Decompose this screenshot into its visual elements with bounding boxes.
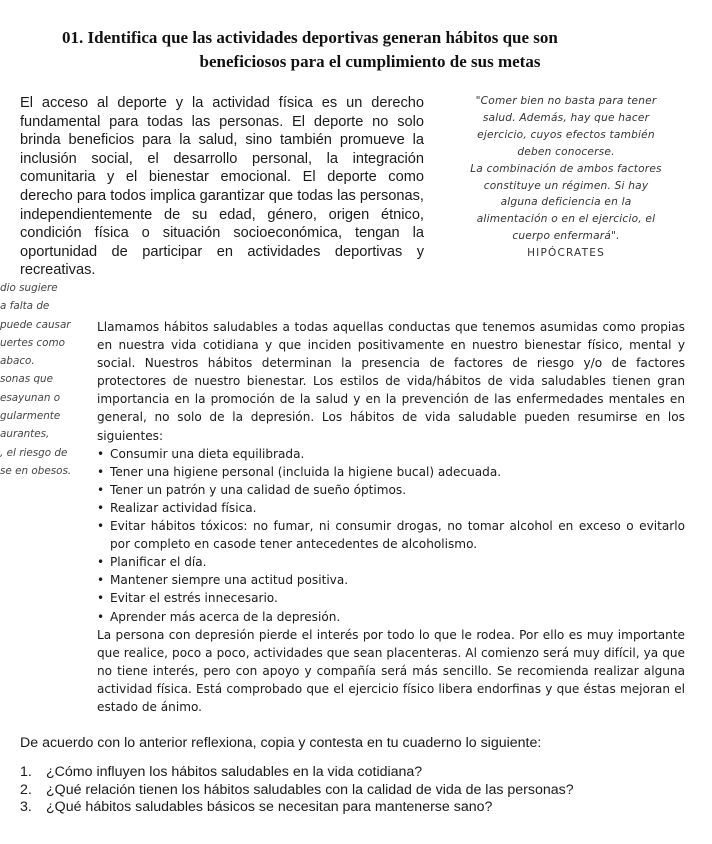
page-title bbox=[62, 26, 662, 74]
list-item: • Consumir una dieta equilibrada. bbox=[97, 445, 685, 463]
list-item: • Planificar el día. bbox=[97, 553, 685, 571]
question-number: 3. bbox=[20, 799, 32, 816]
hippocrates-quote bbox=[432, 93, 700, 262]
question-number: 2. bbox=[20, 781, 32, 798]
side-note-line: aurantes, bbox=[0, 428, 50, 441]
question-item bbox=[20, 799, 574, 817]
instruction-text: De acuerdo con lo anterior reflexiona, copia y contesta en tu cuaderno lo siguiente: bbox=[20, 735, 542, 751]
question-number: 1. bbox=[20, 764, 32, 780]
quote-line: "Comer bien no basta para tener bbox=[475, 95, 657, 107]
question-text: ¿Cómo influyen los hábitos saludables en la vida cotidiana? bbox=[46, 764, 423, 780]
quote-line: La combinación de ambos factores bbox=[470, 162, 662, 175]
question-item bbox=[20, 764, 574, 782]
side-note-line: se en obesos. bbox=[0, 464, 72, 477]
side-note-line: a falta de bbox=[0, 300, 50, 313]
quote-line: ejercicio, cuyos efectos también bbox=[477, 128, 655, 141]
habits-definition-paragraph: Llamamos hábitos saludables a todas aquellas conductas que tenemos asumidas como propias en nuestra vida cotidiana y que inciden positivamente en nuestro bienestar físico, mental y social. Nuestros hábitos determinan la presencia de factores de riesgo y/o de factores protectores de nuestro bienestar. Los estilos de vida/hábitos de vida saludables tienen gran importancia en la promoción de la salud y en la prevención de las enfermedades mentales en general, no solo de la depresión. Los hábitos de vida saludable pueden resumirse en los siguientes: bbox=[97, 320, 685, 443]
question-item bbox=[20, 782, 574, 800]
title-line-2: beneficiosos para el cumplimiento de sus metas bbox=[199, 52, 541, 71]
list-item: • Realizar actividad física. bbox=[97, 499, 685, 517]
list-item: • Evitar el estrés innecesario. bbox=[97, 589, 685, 607]
quote-line: alimentación o en el ejercicio, el bbox=[476, 213, 656, 226]
quote-author: HIPÓCRATES bbox=[527, 247, 605, 260]
list-item: • Evitar hábitos tóxicos: no fumar, ni consumir drogas, no tomar alcohol en exceso o evitarlo por completo en casode tener antecedentes de alcoholismo. bbox=[97, 517, 685, 553]
list-item: • Tener una higiene personal (incluida la higiene bucal) adecuada. bbox=[97, 463, 685, 481]
questions-list bbox=[20, 764, 574, 817]
healthy-habits-section bbox=[97, 318, 685, 716]
side-note-cropped bbox=[0, 279, 90, 480]
question-text: ¿Qué relación tienen los hábitos saludables con la calidad de vida de las personas? bbox=[46, 781, 574, 798]
quote-line: constituye un régimen. Si hay bbox=[483, 179, 649, 192]
intro-paragraph: El acceso al deporte y la actividad física es un derecho fundamental para todas las personas. El deporte no solo brinda beneficios para la salud, sino también promueve la inclusión social, el desarrollo personal, la integración comunitaria y el bienestar emocional. El deporte como derecho para todos implica garantizar que todas las personas, independientemente de su edad, género, origen étnico, condición física o situación socioeconómica, tengan la oportunidad de participar en actividades deportivas y recreativas. bbox=[20, 95, 424, 279]
list-item: • Aprender más acerca de la depresión. bbox=[97, 608, 685, 626]
side-note-line: puede causar bbox=[0, 318, 71, 331]
title-line-1: 01. Identifica que las actividades deportivas generan hábitos que son bbox=[62, 28, 558, 47]
side-note-line: dio sugiere bbox=[0, 282, 58, 294]
list-item: • Tener un patrón y una calidad de sueño óptimos. bbox=[97, 481, 685, 499]
list-item: • Mantener siempre una actitud positiva. bbox=[97, 571, 685, 589]
side-note-line: abaco. bbox=[0, 355, 35, 368]
quote-line: cuerpo enfermará". bbox=[512, 230, 620, 243]
depression-paragraph: La persona con depresión pierde el interés por todo lo que le rodea. Por ello es muy importante que realice, poco a poco, actividades que sean placenteras. Al comienzo será muy difícil, ya que no tiene interés, pero con apoyo y compañía será más sencillo. Se recomienda realizar alguna actividad física. Está comprobado que el ejercicio físico libera endorfinas y que éstas mejoran el estado de ánimo. bbox=[97, 627, 685, 714]
side-note-line: esayunan o bbox=[0, 391, 61, 404]
habits-list bbox=[97, 445, 685, 626]
side-note-line: , el riesgo de bbox=[0, 446, 68, 459]
quote-line: alguna deficiencia en la bbox=[500, 196, 632, 209]
side-note-line: sonas que bbox=[0, 373, 54, 386]
question-text: ¿Qué hábitos saludables básicos se necesitan para mantenerse sano? bbox=[46, 799, 493, 816]
side-note-line: uertes como bbox=[0, 336, 65, 349]
side-note-line: gularmente bbox=[0, 410, 61, 423]
quote-line: salud. Además, hay que hacer bbox=[482, 111, 650, 124]
quote-line: deben conocerse. bbox=[517, 145, 615, 158]
